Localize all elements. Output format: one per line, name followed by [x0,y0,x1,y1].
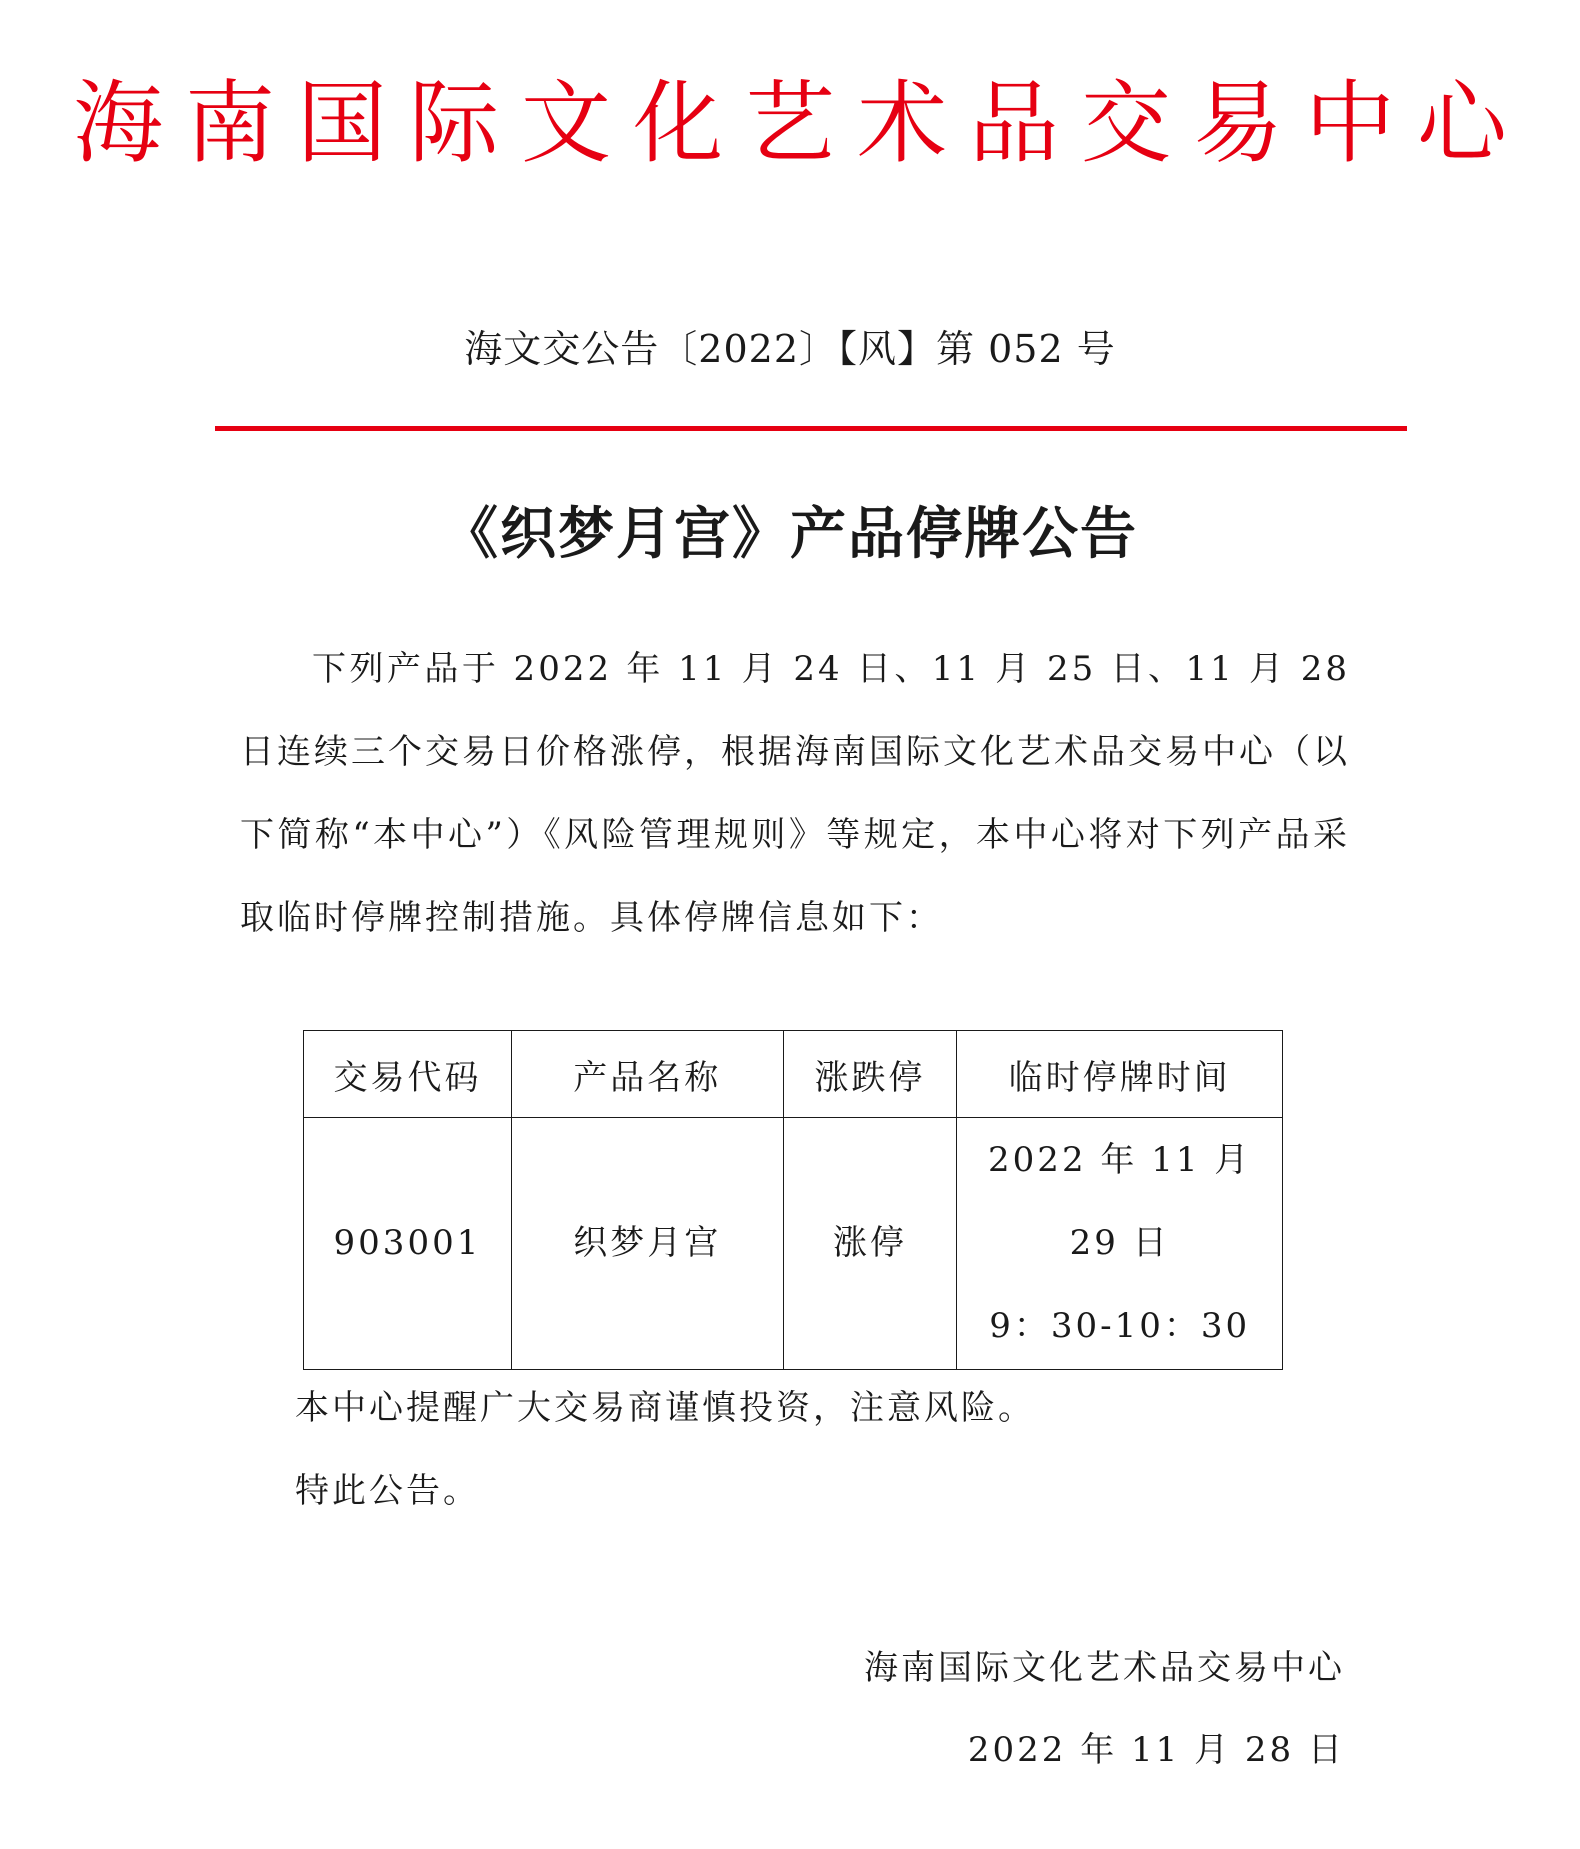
suspension-range: 9：30-10：30 [989,1306,1251,1346]
cell-suspension-time [957,1118,1283,1370]
signer-organization: 海南国际文化艺术品交易中心 [864,1648,1345,1688]
table-header-row [304,1031,1283,1118]
cell-price-limit: 涨停 [783,1118,957,1370]
suspension-table [303,1030,1283,1370]
risk-reminder: 本中心提醒广大交易商谨慎投资，注意风险。 [295,1388,1035,1428]
signature-date: 2022 年 11 月 28 日 [967,1730,1345,1770]
cell-product-name: 织梦月宫 [511,1118,783,1370]
suspension-date: 2022 年 11 月 29 日 [988,1140,1252,1263]
table-row [304,1118,1283,1370]
notice-title: 《织梦月宫》产品停牌公告 [442,502,1138,567]
header-suspension-time: 临时停牌时间 [957,1031,1283,1118]
header-price-limit: 涨跌停 [783,1031,957,1118]
organization-header: 海南国际文化艺术品交易中心 [73,71,1529,176]
cell-trade-code: 903001 [304,1118,512,1370]
closing-remark: 特此公告。 [295,1471,480,1511]
header-product-name: 产品名称 [511,1031,783,1118]
header-divider [215,426,1407,431]
header-trade-code: 交易代码 [304,1031,512,1118]
notice-body-paragraph: 下列产品于 2022 年 11 月 24 日、11 月 25 日、11 月 28 日连续三个交易日价格涨停，根据海南国际文化艺术品交易中心（以下简称“本中心”）《风险管理规则》等规定，本中心将对下列产品采取临时停牌控制措施。具体停牌信息如下： [240,649,1350,938]
document-number: 海文交公告〔2022〕【风】第 052 号 [464,327,1116,371]
